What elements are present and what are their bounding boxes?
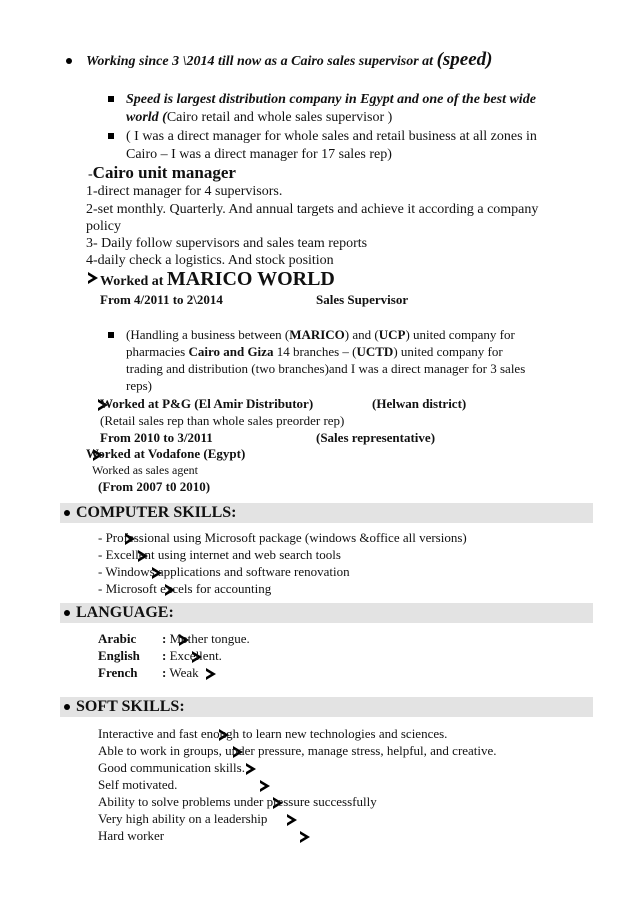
soft-skill-item: Very high ability on a leadership [98, 811, 268, 826]
arrow-bullet-icon [88, 272, 98, 284]
square-bullet-icon [108, 332, 114, 338]
computer-skills-header: COMPUTER SKILLS: [60, 503, 593, 523]
soft-skill-item: Ability to solve problems under pressure successfully [98, 794, 377, 809]
soft-skill-item: Able to work in groups, under pressure, manage stress, helpful, and creative. [98, 743, 497, 758]
speed-bullet-1-line2: world (Cairo retail and whole sales supervisor ) [126, 110, 393, 125]
arrow-bullet-icon [300, 831, 310, 843]
speed-company: (speed) [436, 49, 493, 70]
bullet-dot-icon [66, 58, 72, 64]
language-name: English [98, 648, 140, 663]
soft-skill-item: Good communication skills. [98, 760, 245, 775]
pg-period: From 2010 to 3/2011 [100, 430, 213, 445]
vodafone-title: Worked at Vodafone (Egypt) [86, 446, 246, 461]
language-name: French [98, 665, 138, 680]
computer-skill-item: - Windows applications and software renovation [98, 564, 350, 579]
pg-role: (Sales representative) [316, 430, 436, 445]
soft-skill-item: Self motivated. [98, 777, 178, 792]
language-level: : Weak [162, 665, 199, 680]
pg-district: (Helwan district) [372, 396, 467, 411]
marico-line-1: (Handling a business between (MARICO) and (UCP) united company for [126, 327, 515, 342]
marico-period: From 4/2011 to 2\2014 [100, 292, 223, 307]
duty-1: 1-direct manager for 4 supervisors. [86, 184, 283, 199]
soft-skills-header: SOFT SKILLS: [60, 697, 593, 717]
marico-line-4: reps) [126, 378, 152, 393]
bullet-dot-icon [64, 510, 70, 516]
computer-skill-item: - Professional using Microsoft package (windows &office all versions) [98, 530, 467, 545]
computer-skill-item: - Excellent using internet and web search tools [98, 547, 341, 562]
speed-bullet-1-line1: Speed is largest distribution company in Egypt and one of the best wide [126, 92, 536, 107]
language-level: : Excellent. [162, 648, 222, 663]
bullet-dot-icon [64, 704, 70, 710]
arrow-bullet-icon [287, 814, 297, 826]
square-bullet-icon [108, 133, 114, 139]
computer-skill-item: - Microsoft excels for accounting [98, 581, 272, 596]
arrow-bullet-icon [260, 780, 270, 792]
duty-3: 3- Daily follow supervisors and sales team reports [86, 236, 368, 251]
vodafone-period: (From 2007 t0 2010) [98, 479, 211, 494]
duty-4: 4-daily check a logistics. And stock position [86, 253, 334, 268]
vodafone-role: Worked as sales agent [92, 463, 198, 477]
speed-bullet-2-line2: Cairo – I was a direct manager for 17 sales rep) [126, 147, 392, 162]
square-bullet-icon [108, 96, 114, 102]
pg-title: Worked at P&G (El Amir Distributor) [100, 396, 314, 411]
speed-intro: Working since 3 \2014 till now as a Cairo sales supervisor at (speed) [86, 49, 493, 70]
marico-line-2: pharmacies Cairo and Giza 14 branches – (UCTD) united company for [126, 344, 503, 359]
duty-2-cont: policy [86, 219, 121, 234]
pg-desc: (Retail sales rep than whole sales preorder rep) [100, 413, 345, 428]
language-level: : Mother tongue. [162, 631, 250, 646]
duty-2: 2-set monthly. Quarterly. And annual targets and achieve it according a company [86, 202, 539, 217]
marico-title: Worked at MARICO WORLD [100, 268, 335, 290]
language-name: Arabic [98, 631, 137, 646]
speed-bullet-2-line1: ( I was a direct manager for whole sales and retail business at all zones in [126, 129, 537, 144]
unit-manager-title: -Cairo unit manager [88, 163, 236, 182]
language-header: LANGUAGE: [60, 603, 593, 623]
marico-line-3: trading and distribution (two branches)and I was a direct manager for 3 sales [126, 361, 526, 376]
arrow-bullet-icon [206, 668, 216, 680]
bullet-dot-icon [64, 610, 70, 616]
marico-role: Sales Supervisor [316, 292, 409, 307]
soft-skill-item: Hard worker [98, 828, 165, 843]
soft-skill-item: Interactive and fast enough to learn new technologies and sciences. [98, 726, 448, 741]
arrow-bullet-icon [246, 763, 256, 775]
